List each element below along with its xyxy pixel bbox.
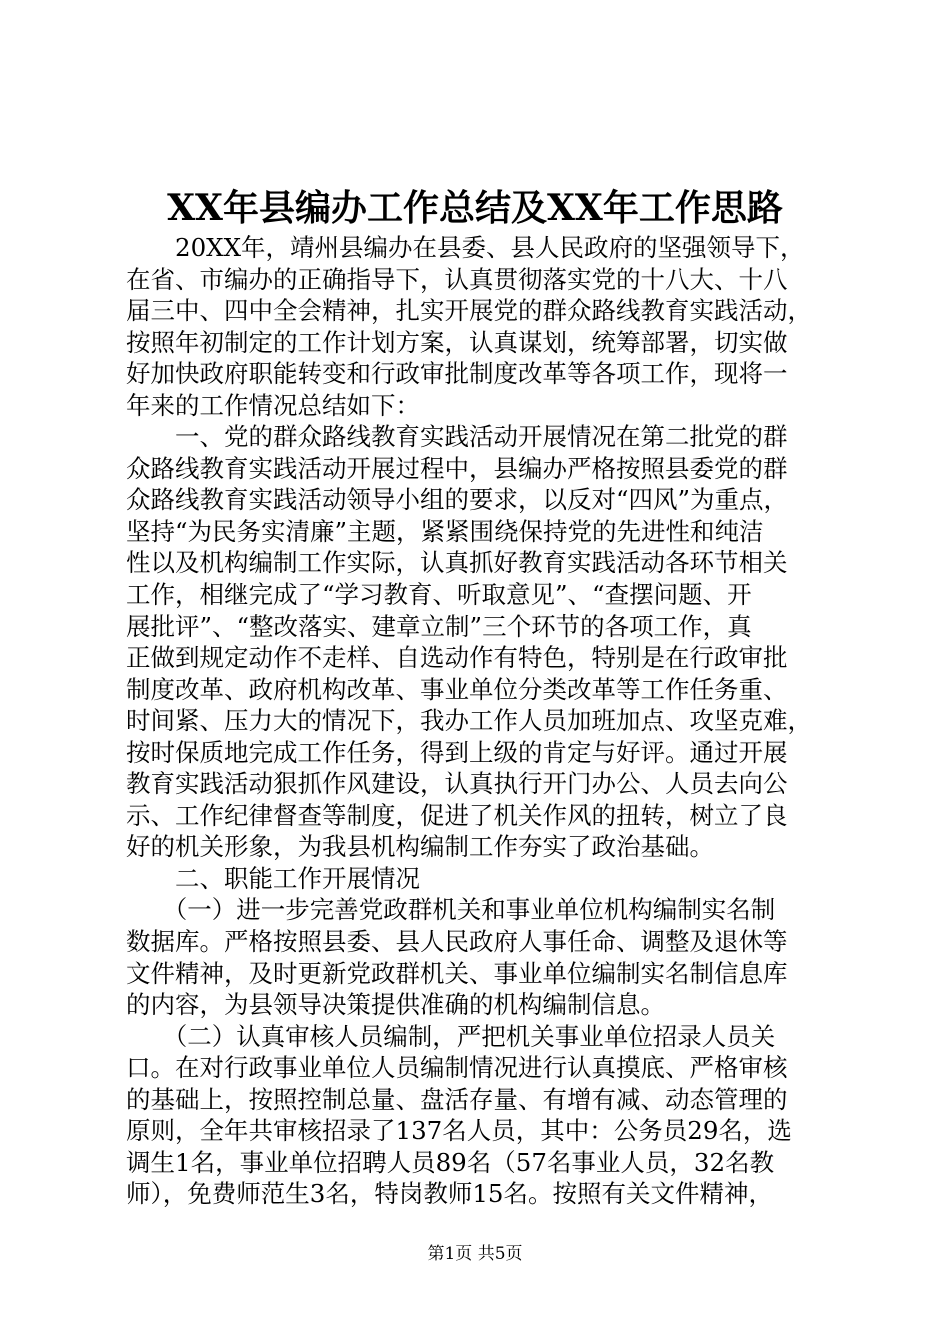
body-line: 工作，相继完成了“学习教育、听取意见”、“查摆问题、开: [126, 580, 752, 610]
body-line: 一、党的群众路线教育实践活动开展情况在第二批党的群: [126, 422, 788, 452]
body-line: 原则，全年共审核招录了137名人员，其中：公务员29名，选: [126, 1116, 792, 1146]
body-line: 调生1名，事业单位招聘人员89名（57名事业人员，32名教: [126, 1147, 775, 1177]
body-line: （一）进一步完善党政群机关和事业单位机构编制实名制: [126, 895, 776, 925]
body-line: 教育实践活动狠抓作风建设，认真执行开门办公、人员去向公: [126, 769, 788, 799]
body-line: 好加快政府职能转变和行政审批制度改革等各项工作，现将一: [126, 359, 788, 389]
body-line: 的基础上，按照控制总量、盘活存量、有增有减、动态管理的: [126, 1084, 788, 1114]
body-line: 性以及机构编制工作实际，认真抓好教育实践活动各环节相关: [126, 548, 788, 578]
body-line: 好的机关形象，为我县机构编制工作夯实了政治基础。: [126, 832, 714, 862]
document-body: [126, 232, 846, 1210]
body-line: 的内容，为县领导决策提供准确的机构编制信息。: [126, 990, 665, 1020]
body-line: 年来的工作情况总结如下：: [126, 390, 420, 420]
body-line: 按照年初制定的工作计划方案，认真谋划，统筹部署，切实做: [126, 327, 788, 357]
body-line: 师），免费师范生3名，特岗教师15名。按照有关文件精神，: [126, 1179, 774, 1209]
body-line: 文件精神，及时更新党政群机关、事业单位编制实名制信息库: [126, 958, 788, 988]
document-title: XX年县编办工作总结及XX年工作思路: [167, 187, 783, 229]
body-line: 示、工作纪律督查等制度，促进了机关作风的扭转，树立了良: [126, 800, 788, 830]
body-line: 制度改革、政府机构改革、事业单位分类改革等工作任务重、: [126, 674, 788, 704]
body-line: 众路线教育实践活动开展过程中，县编办严格按照县委党的群: [126, 453, 788, 483]
body-line: 口。在对行政事业单位人员编制情况进行认真摸底、严格审核: [126, 1053, 788, 1083]
body-line: 二、职能工作开展情况: [126, 863, 420, 893]
body-line: 20XX年，靖州县编办在县委、县人民政府的坚强领导下，: [126, 233, 805, 262]
body-line: 正做到规定动作不走样、自选动作有特色，特别是在行政审批: [126, 643, 788, 673]
body-line: 展批评”、“整改落实、建章立制”三个环节的各项工作，真: [126, 611, 752, 641]
body-line: 在省、市编办的正确指导下，认真贯彻落实党的十八大、十八: [126, 264, 788, 294]
page-number-footer: 第1页 共5页: [427, 1244, 523, 1264]
body-line: 坚持“为民务实清廉”主题，紧紧围绕保持党的先进性和纯洁: [126, 516, 764, 546]
body-line: 众路线教育实践活动领导小组的要求，以反对“四风”为重点，: [126, 485, 789, 515]
body-line: 数据库。严格按照县委、县人民政府人事任命、调整及退休等: [126, 927, 788, 957]
body-line: 时间紧、压力大的情况下，我办工作人员加班加点、攻坚克难，: [126, 706, 812, 736]
body-line: 按时保质地完成工作任务，得到上级的肯定与好评。通过开展: [126, 737, 788, 767]
body-line: （二）认真审核人员编制，严把机关事业单位招录人员关: [126, 1021, 776, 1051]
body-line: 届三中、四中全会精神，扎实开展党的群众路线教育实践活动，: [126, 296, 812, 326]
